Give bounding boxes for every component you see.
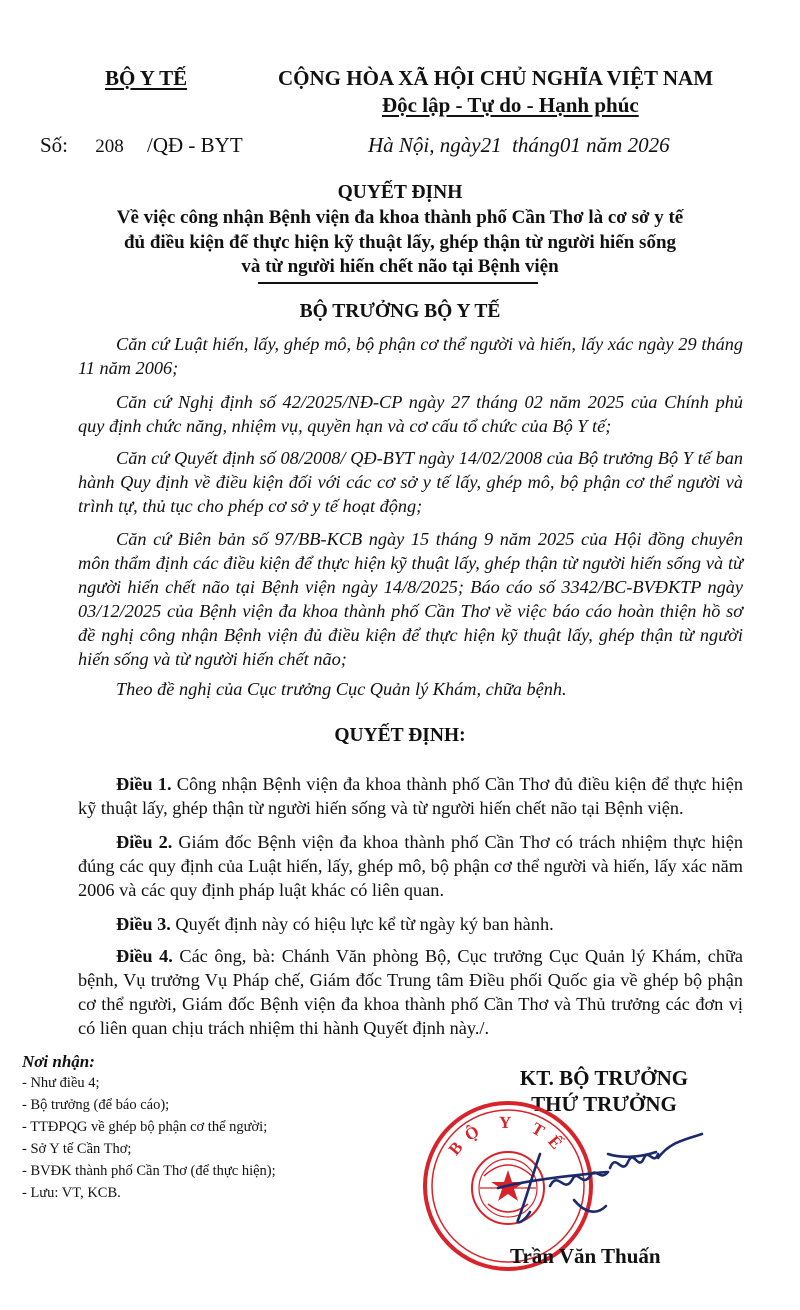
basis-4: Căn cứ Biên bản số 97/BB-KCB ngày 15 tháng 9 năm 2025 của Hội đồng chuyên môn thẩm định các điều kiện để thực hiện kỹ thuật lấy, ghép thận từ người hiến sống và từ người hiến chết não tại Bệnh viện ngày 14/8/2025; Báo cáo số 3342/BC-BVĐKTP ngày 03/12/2025 của Bệnh viện đa khoa thành phố Cần Thơ về việc báo cáo hoàn thiện hồ sơ đề nghị công nhận Bệnh viện đủ điều kiện để thực hiện kỹ thuật lấy, ghép thận từ người hiến sống và từ người hiến chết não; [78,529,743,669]
handwritten-signature [488,1124,720,1234]
article-2-text: Giám đốc Bệnh viện đa khoa thành phố Cần Thơ có trách nhiệm thực hiện đúng các quy định của Luật hiến, lấy, ghép mô, bộ phận cơ thể người và hiến, lấy xác năm 2006 và các quy định pháp luật khác có liên quan. [78,832,744,900]
basis-3: Căn cứ Quyết định số 08/2008/ QĐ-BYT ngày 14/02/2008 của Bộ trưởng Bộ Y tế ban hành Quy định về điều kiện đối với các cơ sở y tế lấy, ghép mô, bộ phận cơ thể người và trình tự, thủ tục cho phép cơ sở y tế hoạt động; [78,448,743,516]
subject-line-3: và từ người hiến chết não tại Bệnh viện [241,256,559,277]
article-1-label: Điều 1. [116,774,172,794]
national-motto: Độc lập - Tự do - Hạnh phúc [382,93,639,117]
place-date: Hà Nội, ngày21 tháng01 năm 2026 [368,133,670,157]
article-4 [78,944,743,1040]
subject-line-1: Về việc công nhận Bệnh viện đa khoa thành phố Cần Thơ là cơ sở y tế [116,207,684,228]
subject-underline [258,282,538,284]
recipient-6: - Lưu: VT, KCB. [22,1185,121,1201]
article-2-label: Điều 2. [116,832,173,852]
decision-heading: QUYẾT ĐỊNH: [334,725,466,746]
article-3-label: Điều 3. [116,914,171,934]
recipient-3: - TTĐPQG về ghép bộ phận cơ thể người; [22,1119,268,1135]
article-2 [78,830,743,902]
authority-heading: BỘ TRƯỞNG BỘ Y TẾ [299,301,501,322]
article-3 [78,912,743,936]
recipient-1: - Như điều 4; [22,1075,100,1091]
article-3-text: Quyết định này có hiệu lực kể từ ngày ký ban hành. [170,914,554,934]
number-value: 208 [95,136,124,157]
recipient-2: - Bộ trưởng (để báo cáo); [22,1097,170,1113]
seal-text: BỘ Y TẾ [444,1112,572,1159]
article-4-label: Điều 4. [116,946,173,966]
number-label: Số: [40,133,69,157]
article-1-text: Công nhận Bệnh viện đa khoa thành phố Cần Thơ đủ điều kiện để thực hiện kỹ thuật lấy, ghép thận từ người hiến sống và từ người hiến chết não tại Bệnh viện. [78,774,743,818]
document-type-heading: QUYẾT ĐỊNH [337,182,463,203]
basis-2: Căn cứ Nghị định số 42/2025/NĐ-CP ngày 27 tháng 02 năm 2025 của Chính phủ quy định chức năng, nhiệm vụ, quyền hạn và cơ cấu tổ chức của Bộ Y tế; [78,392,743,436]
signer-name: Trần Văn Thuấn [510,1244,661,1268]
document-number [40,133,243,158]
recipients-heading: Nơi nhận: [22,1052,95,1071]
number-suffix: /QĐ - BYT [147,133,243,157]
article-1 [78,772,743,820]
issuing-agency: BỘ Y TẾ [105,66,188,90]
recipient-5: - BVĐK thành phố Cần Thơ (để thực hiện); [22,1163,276,1179]
signature-title-1: KT. BỘ TRƯỞNG [519,1066,689,1090]
article-4-text: Các ông, bà: Chánh Văn phòng Bộ, Cục trưởng Cục Quản lý Khám, chữa bệnh, Vụ trưởng Vụ Pháp chế, Giám đốc Trung tâm Điều phối Quốc gia về ghép bộ phận cơ thể người, Giám đốc Bệnh viện đa khoa thành phố Cần Thơ và Thủ trưởng các đơn vị có liên quan chịu trách nhiệm thi hành Quyết định này./. [78,946,743,1038]
basis-1: Căn cứ Luật hiến, lấy, ghép mô, bộ phận cơ thể người và hiến, lấy xác ngày 29 tháng 11 năm 2006; [78,334,743,378]
subject-line-2: đủ điều kiện để thực hiện kỹ thuật lấy, ghép thận từ người hiến sống [123,232,677,253]
basis-5: Theo đề nghị của Cục trưởng Cục Quản lý Khám, chữa bệnh. [116,679,567,699]
recipient-4: - Sở Y tế Cần Thơ; [22,1141,132,1157]
signature-title-2: THỨ TRƯỞNG [531,1092,677,1116]
country-name: CỘNG HÒA XÃ HỘI CHỦ NGHĨA VIỆT NAM [278,66,714,90]
